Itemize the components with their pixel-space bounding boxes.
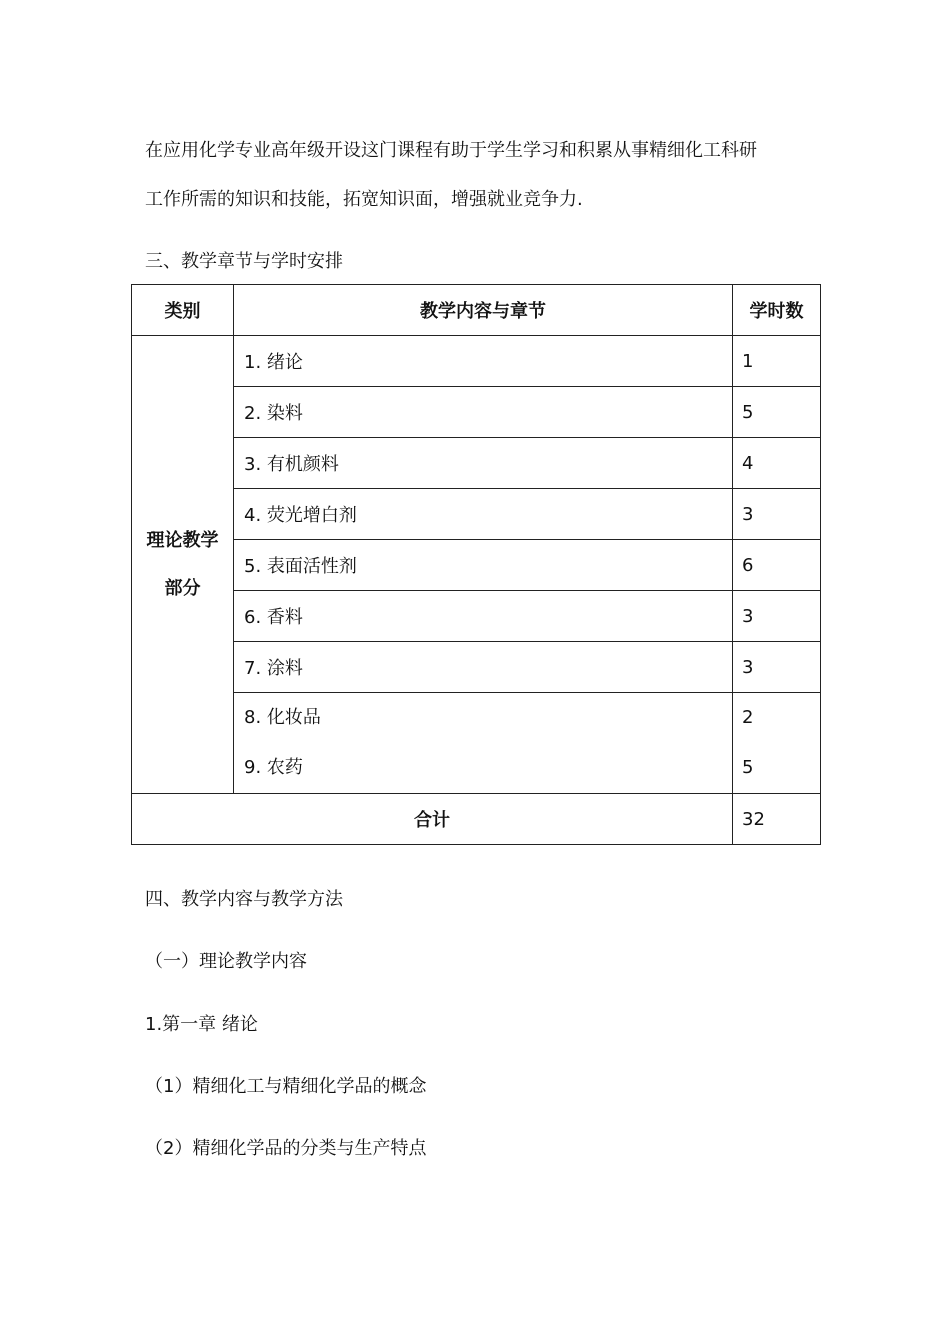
table-row xyxy=(132,387,821,438)
row-hours-merged xyxy=(733,693,821,794)
chapter-1-heading: 1.第一章 绪论 xyxy=(145,1014,258,1035)
table-row xyxy=(132,336,821,387)
row-item-merged xyxy=(234,693,733,794)
schedule-table xyxy=(131,284,821,845)
row-item: 5. 表面活性剂 xyxy=(234,540,733,591)
header-content: 教学内容与章节 xyxy=(234,285,733,336)
row-item: 6. 香料 xyxy=(234,591,733,642)
category-line-1: 理论教学 xyxy=(146,529,219,551)
header-category: 类别 xyxy=(132,285,234,336)
total-row xyxy=(132,794,821,845)
total-label: 合计 xyxy=(132,794,733,845)
row-hours: 5 xyxy=(733,387,821,438)
row-hours: 5 xyxy=(742,757,754,778)
row-item: 7. 涂料 xyxy=(234,642,733,693)
table-row xyxy=(132,489,821,540)
row-item: 2. 染料 xyxy=(234,387,733,438)
table-header-row xyxy=(132,285,821,336)
table-row xyxy=(132,591,821,642)
row-hours: 3 xyxy=(733,489,821,540)
table-row xyxy=(132,642,821,693)
row-hours: 2 xyxy=(742,707,754,728)
row-item: 1. 绪论 xyxy=(234,336,733,387)
header-hours: 学时数 xyxy=(733,285,821,336)
table-row xyxy=(132,693,821,794)
intro-line-2: 工作所需的知识和技能，拓宽知识面，增强就业竞争力. xyxy=(145,189,583,210)
subsection-1-heading: （一）理论教学内容 xyxy=(145,951,307,972)
row-item: 9. 农药 xyxy=(244,757,303,778)
section-4-heading: 四、教学内容与教学方法 xyxy=(145,889,343,910)
table-row xyxy=(132,540,821,591)
row-item: 8. 化妆品 xyxy=(244,707,321,728)
row-hours: 4 xyxy=(733,438,821,489)
row-hours: 3 xyxy=(733,642,821,693)
row-hours: 3 xyxy=(733,591,821,642)
category-cell xyxy=(132,336,234,794)
row-hours: 6 xyxy=(733,540,821,591)
point-2: （2）精细化学品的分类与生产特点 xyxy=(145,1138,427,1159)
row-item: 3. 有机颜料 xyxy=(234,438,733,489)
row-item: 4. 荧光增白剂 xyxy=(234,489,733,540)
table-row xyxy=(132,438,821,489)
category-line-2: 部分 xyxy=(164,577,201,599)
row-hours: 1 xyxy=(733,336,821,387)
point-1: （1）精细化工与精细化学品的概念 xyxy=(145,1076,427,1097)
intro-line-1: 在应用化学专业高年级开设这门课程有助于学生学习和积累从事精细化工科研 xyxy=(145,140,757,161)
total-value: 32 xyxy=(733,794,821,845)
section-3-heading: 三、教学章节与学时安排 xyxy=(145,251,343,272)
